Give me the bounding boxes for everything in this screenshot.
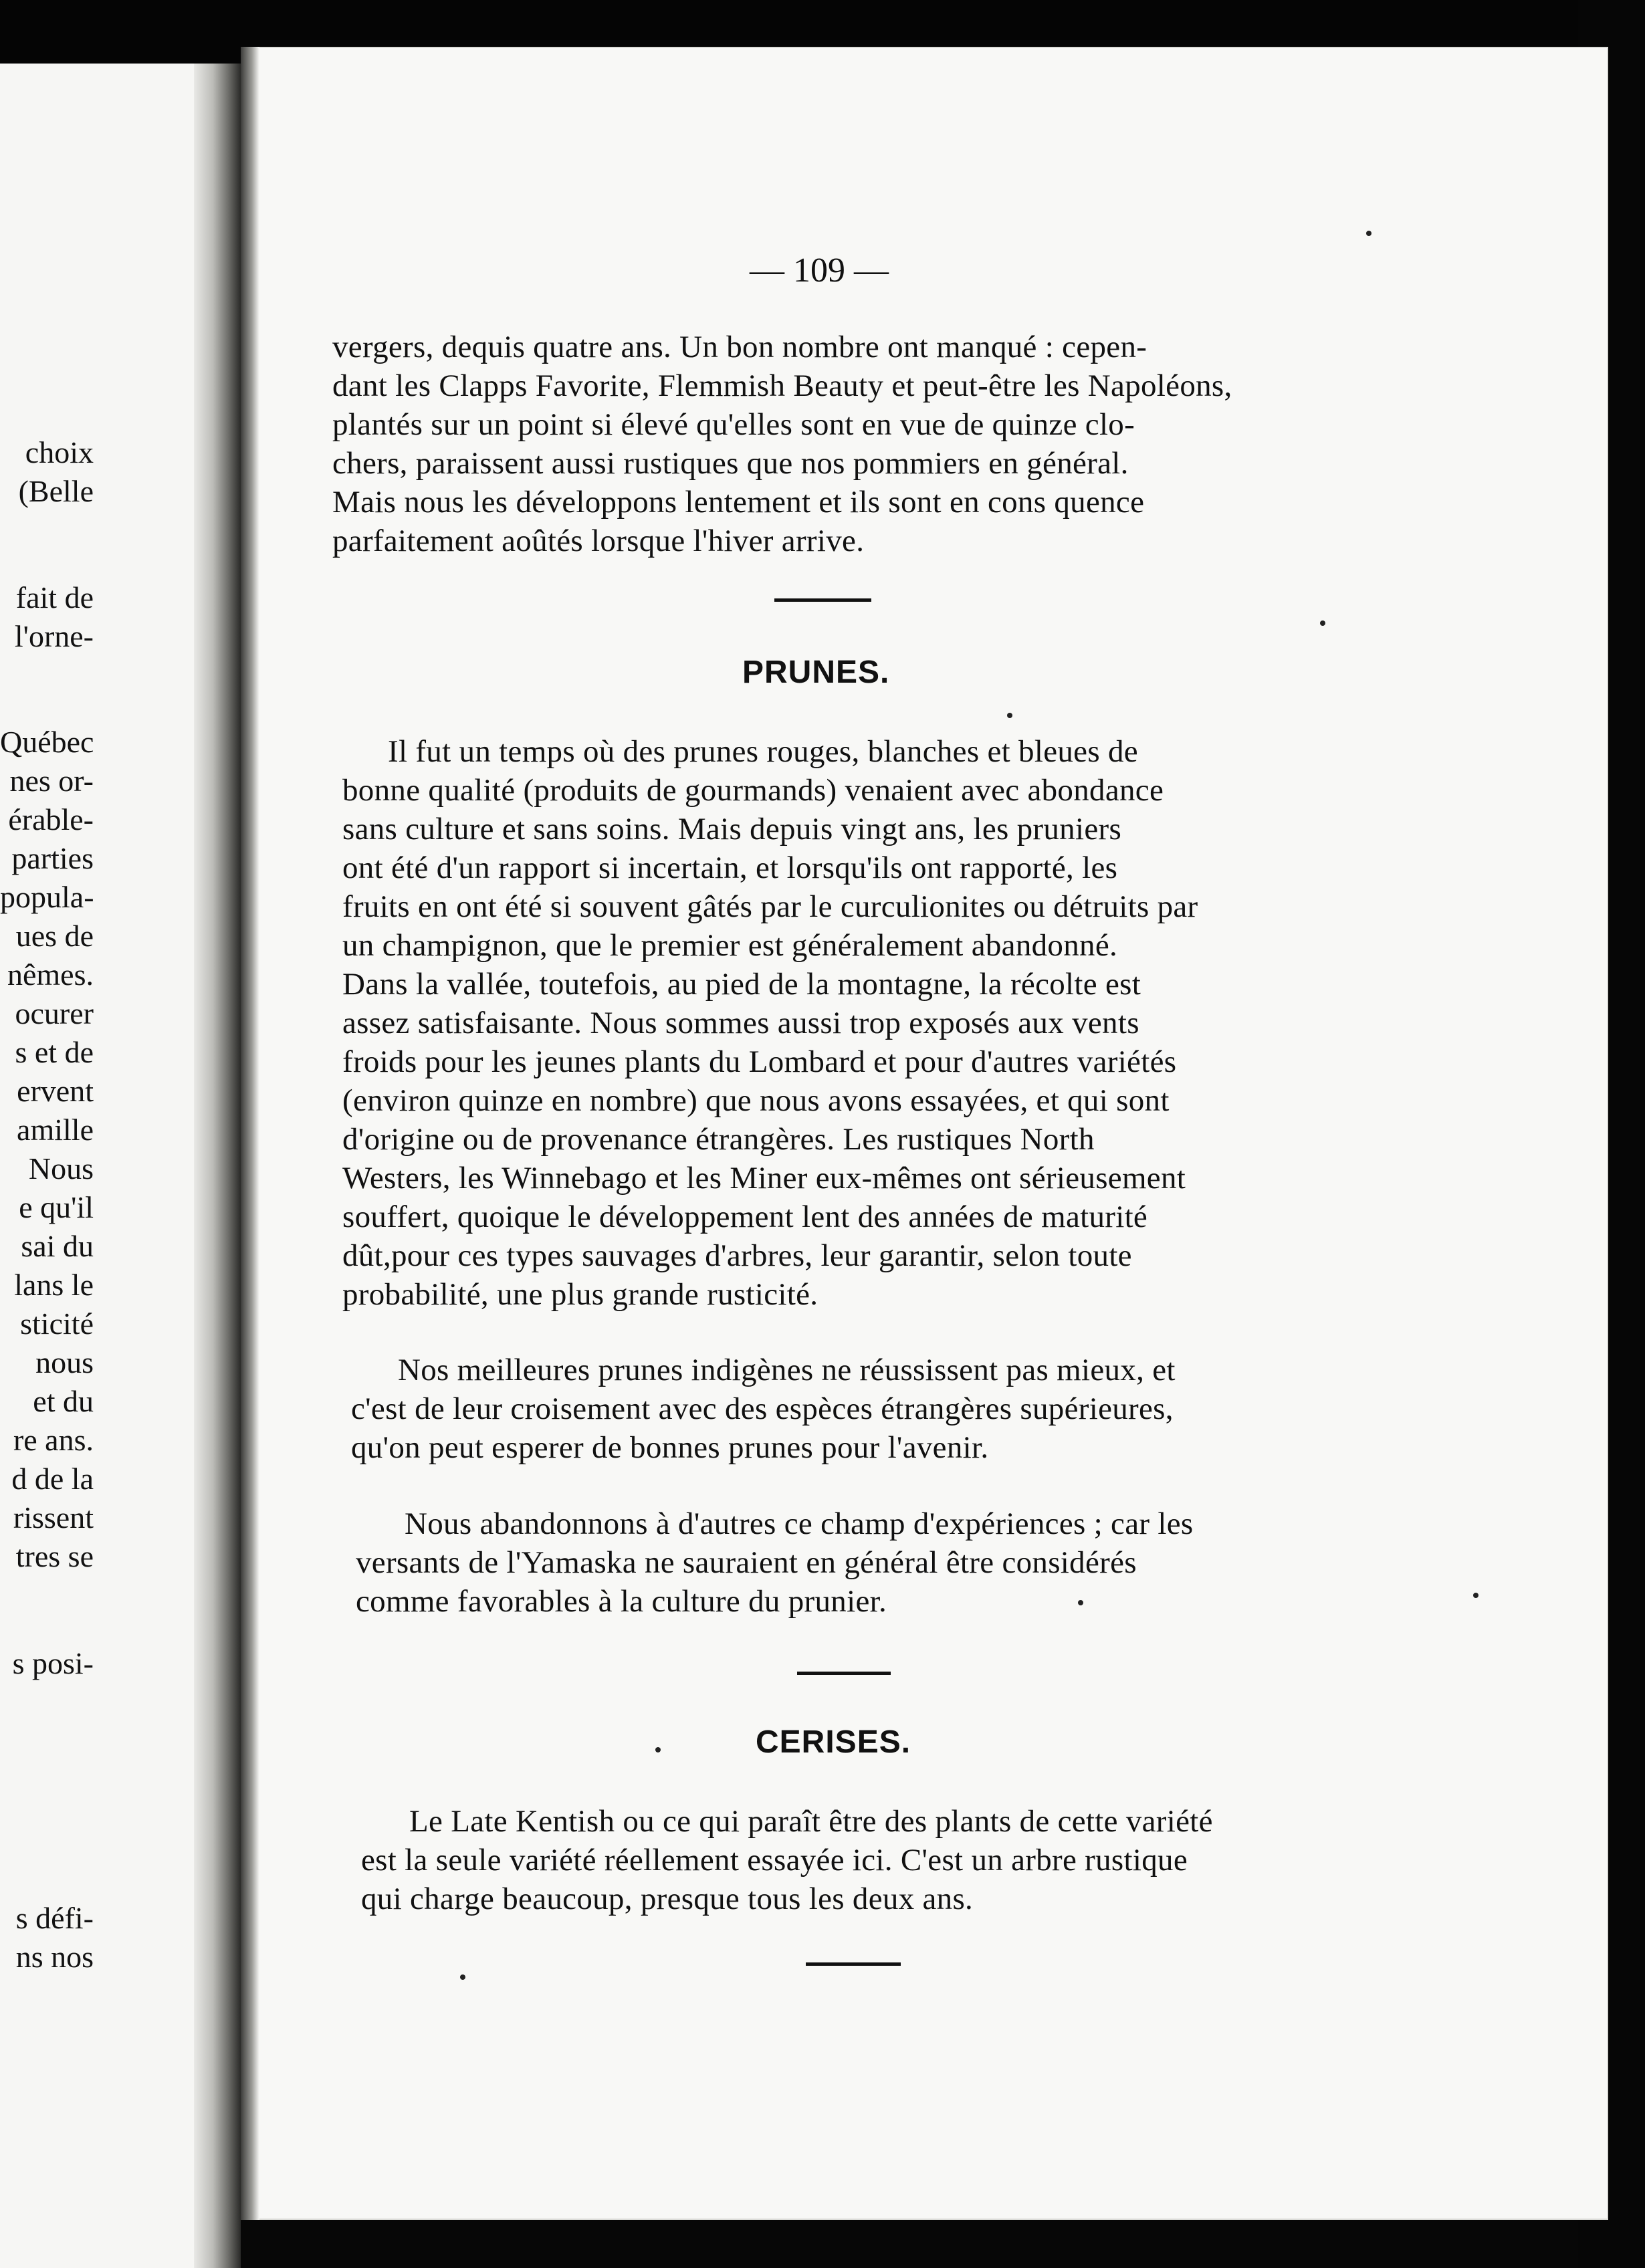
left-page-line: ervent [17, 1074, 94, 1108]
scan-speck [1366, 231, 1372, 236]
left-page-line: nous [35, 1345, 94, 1379]
intro-line: Mais nous les développons lentement et ils sont en cons quence [332, 485, 1145, 520]
prunes-paragraph-line: bonne qualité (produits de gourmands) venaient avec abondance [342, 773, 1164, 808]
left-page-line: d de la [11, 1462, 94, 1496]
left-page-line: ns nos [15, 1940, 94, 1974]
prunes-paragraph-line: assez satisfaisante. Nous sommes aussi trop exposés aux vents [342, 1006, 1139, 1040]
left-page-line: rissent [13, 1500, 94, 1535]
previous-page-fragment [0, 64, 241, 2268]
left-page-line: l'orne- [14, 619, 94, 653]
section-heading-cerises: CERISES. [756, 1724, 911, 1760]
prunes-paragraph-line: sans culture et sans soins. Mais depuis vingt ans, les pruniers [342, 812, 1122, 846]
left-page-line: s posi- [12, 1646, 94, 1680]
prunes-paragraph-line: versants de l'Yamaska ne sauraient en général être considérés [356, 1545, 1137, 1580]
scan-speck [1078, 1600, 1083, 1605]
cerises-paragraph-line: qui charge beaucoup, presque tous les deux ans. [361, 1882, 974, 1916]
left-page-line: sai du [21, 1229, 94, 1263]
section-heading-prunes: PRUNES. [742, 655, 890, 690]
left-page-line: s et de [15, 1035, 94, 1069]
left-page-line: amille [17, 1113, 94, 1147]
prunes-paragraph-line: fruits en ont été si souvent gâtés par le curculionites ou détruits par [342, 889, 1198, 924]
prunes-paragraph-line: comme favorables à la culture du prunier. [356, 1584, 887, 1619]
scan-speck [1320, 620, 1325, 626]
left-page-line: nes or- [9, 764, 94, 798]
left-page-line: popula- [0, 880, 94, 914]
section-divider [774, 598, 871, 602]
left-page-line: re ans. [13, 1423, 94, 1457]
section-divider [806, 1962, 901, 1966]
prunes-paragraph-line: probabilité, une plus grande rusticité. [342, 1277, 818, 1312]
page-number: — 109 — [750, 251, 889, 290]
prunes-paragraph-line: ont été d'un rapport si incertain, et lorsqu'ils ont rapporté, les [342, 850, 1118, 885]
prunes-paragraph-line: d'origine ou de provenance étrangères. Les rustiques North [342, 1122, 1095, 1157]
prunes-paragraph-line: dût,pour ces types sauvages d'arbres, leur garantir, selon toute [342, 1238, 1132, 1273]
prunes-paragraph-line: c'est de leur croisement avec des espèces étrangères supérieures, [351, 1391, 1174, 1426]
intro-line: plantés sur un point si élevé qu'elles sont en vue de quinze clo- [332, 407, 1135, 442]
scan-speck [1007, 713, 1012, 718]
prunes-paragraph-line: qu'on peut esperer de bonnes prunes pour l'avenir. [351, 1430, 989, 1465]
left-page-line: ues de [15, 919, 94, 953]
intro-line: dant les Clapps Favorite, Flemmish Beauty et peut-être les Napoléons, [332, 368, 1232, 403]
intro-line: chers, paraissent aussi rustiques que nos pommiers en général. [332, 446, 1129, 481]
prunes-paragraph-line: (environ quinze en nombre) que nous avons essayées, et qui sont [342, 1083, 1170, 1118]
prunes-paragraph-line: Nos meilleures prunes indigènes ne réussissent pas mieux, et [398, 1353, 1176, 1387]
prunes-paragraph-line: souffert, quoique le développement lent des années de maturité [342, 1200, 1148, 1234]
left-page-line: et du [33, 1384, 94, 1418]
page-fold-shadow [194, 64, 241, 2268]
left-page-line: Québec [0, 725, 94, 759]
intro-line: parfaitement aoûtés lorsque l'hiver arrive. [332, 524, 865, 558]
left-page-line: tres se [15, 1539, 94, 1573]
left-page-line: lans le [14, 1268, 94, 1302]
section-divider [797, 1672, 891, 1675]
prunes-paragraph-line: Dans la vallée, toutefois, au pied de la montagne, la récolte est [342, 967, 1141, 1002]
cerises-paragraph-line: est la seule variété réellement essayée ici. C'est un arbre rustique [361, 1843, 1188, 1878]
left-page-line: (Belle [18, 474, 94, 508]
prunes-paragraph-line: froids pour les jeunes plants du Lombard et pour d'autres variétés [342, 1044, 1177, 1079]
left-page-line: parties [11, 841, 94, 875]
cerises-paragraph-line: Le Late Kentish ou ce qui paraît être des plants de cette variété [409, 1804, 1213, 1839]
intro-line: vergers, dequis quatre ans. Un bon nombre ont manqué : cepen- [332, 330, 1147, 364]
prunes-paragraph-line: Il fut un temps où des prunes rouges, blanches et bleues de [388, 734, 1138, 769]
left-page-line: e qu'il [19, 1190, 94, 1224]
left-page-line: s défi- [15, 1901, 94, 1935]
left-page-line: Nous [28, 1151, 94, 1185]
left-page-line: fait de [15, 580, 94, 614]
page-gutter-shadow [241, 47, 259, 2220]
scan-speck [655, 1747, 661, 1752]
left-page-line: ocurer [15, 996, 94, 1030]
left-page-line: nêmes. [7, 957, 94, 992]
prunes-paragraph-line: Westers, les Winnebago et les Miner eux-mêmes ont sérieusement [342, 1161, 1186, 1196]
scan-speck [1473, 1593, 1478, 1598]
left-page-line: érable- [8, 802, 94, 836]
left-page-line: sticité [20, 1307, 94, 1341]
left-page-line: choix [25, 435, 94, 469]
scan-speck [460, 1974, 465, 1980]
prunes-paragraph-line: un champignon, que le premier est généralement abandonné. [342, 928, 1118, 963]
prunes-paragraph-line: Nous abandonnons à d'autres ce champ d'expériences ; car les [405, 1506, 1194, 1541]
